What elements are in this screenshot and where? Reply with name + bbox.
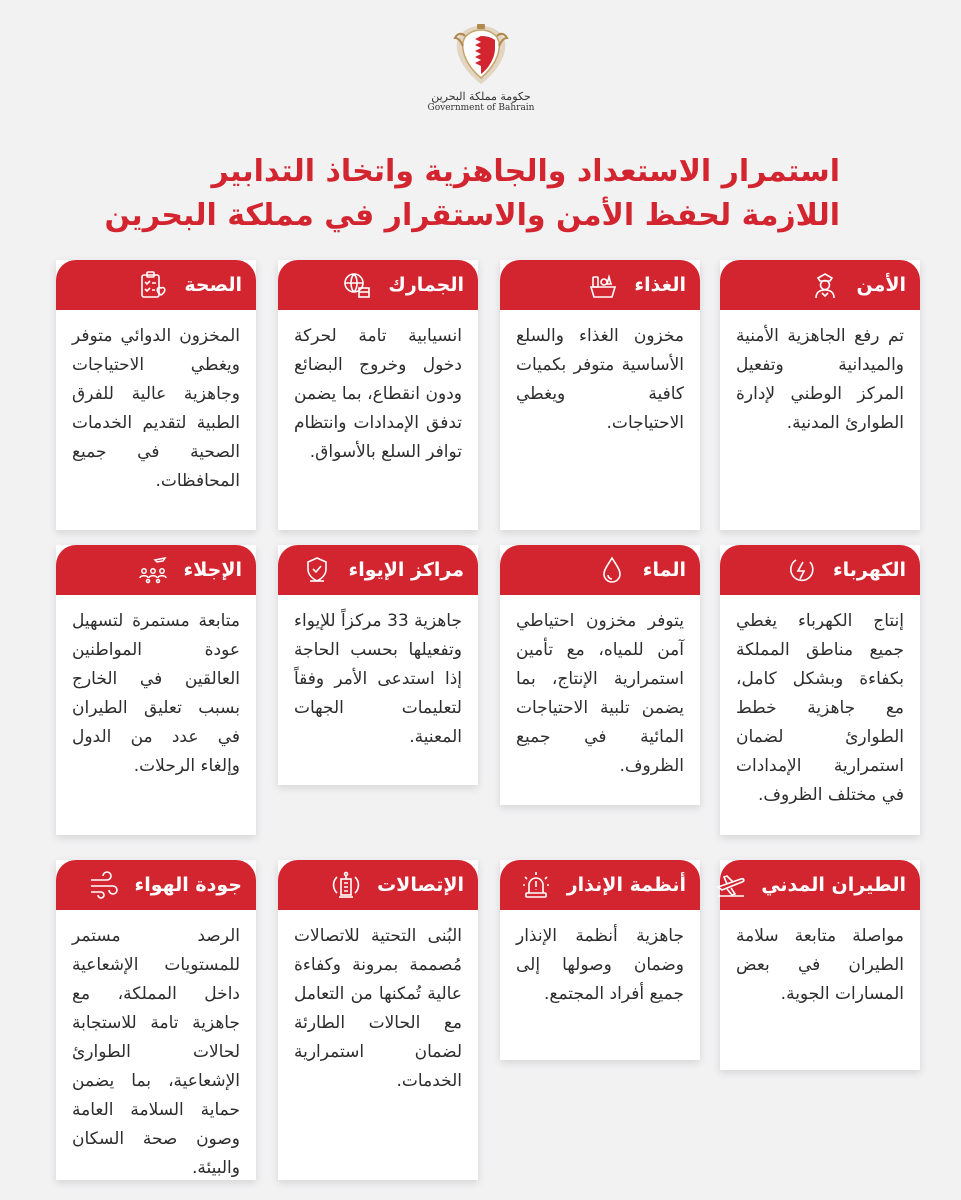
logo-arabic-text: حكومة مملكة البحرين: [431, 90, 531, 103]
wind-icon: [86, 868, 120, 902]
airplane-icon: [715, 868, 747, 902]
guard-icon: [808, 268, 842, 302]
title-line-2: اللازمة لحفظ الأمن والاستقرار في مملكة البحرين: [104, 198, 840, 233]
grocery-icon: [586, 268, 620, 302]
card-text: مخزون الغذاء والسلع الأساسية متوفر بكميات كافية ويغطي الاحتياجات.: [516, 326, 684, 433]
card-text: البُنى التحتية للاتصالات مُصممة بمرونة وكفاءة عالية تُمكنها من التعامل مع الحالات الطارئة لضمان استمرارية الخدمات.: [294, 926, 462, 1091]
card-title: الأمن: [856, 274, 906, 296]
card-header: [278, 260, 478, 310]
card-text: المخزون الدوائي متوفر ويغطي الاحتياجات وجاهزية عالية للفرق الطبية لتقديم الخدمات الصحية في جميع المحافظات.: [72, 326, 240, 491]
card-health: [56, 260, 256, 530]
card-header: [720, 260, 920, 310]
card-customs: [278, 260, 478, 530]
card-header: [720, 860, 920, 910]
card-electricity: [720, 545, 920, 835]
globe-box-icon: [340, 268, 374, 302]
card-title: الماء: [642, 559, 686, 581]
card-title: الإجلاء: [183, 559, 242, 581]
card-shelters: [278, 545, 478, 785]
card-text: يتوفر مخزون احتياطي آمن للمياه، مع تأمين استمرارية الإنتاج، بما يضمن تلبية الاحتياجات المائية في جميع الظروف.: [516, 611, 684, 776]
card-title: مراكز الإيواء: [348, 559, 464, 581]
logo-english-text: Government of Bahrain: [427, 103, 535, 113]
title-line-1: استمرار الاستعداد والجاهزية واتخاذ التدابير: [211, 154, 840, 189]
card-title: الإتصالات: [377, 874, 464, 896]
card-telecom: [278, 860, 478, 1180]
card-text: جاهزية أنظمة الإنذار وضمان وصولها إلى جميع أفراد المجتمع.: [516, 926, 684, 1004]
card-header: [278, 860, 478, 910]
card-text: مواصلة متابعة سلامة الطيران في بعض المسارات الجوية.: [736, 926, 904, 1004]
card-text: تم رفع الجاهزية الأمنية والميدانية وتفعيل المركز الوطني لإدارة الطوارئ المدنية.: [736, 326, 904, 433]
card-food: [500, 260, 700, 530]
card-header: [720, 545, 920, 595]
card-header: [56, 860, 256, 910]
lightning-icon: [785, 553, 819, 587]
people-plane-icon: [136, 553, 170, 587]
card-title: الكهرباء: [832, 559, 906, 581]
card-security: [720, 260, 920, 530]
card-header: [500, 860, 700, 910]
clipboard-heart-icon: [136, 268, 170, 302]
card-text: جاهزية 33 مركزاً للإيواء وتفعيلها بحسب الحاجة إذا استدعى الأمر وفقاً لتعليمات الجهات المعنية.: [294, 611, 462, 747]
card-text: الرصد مستمر للمستويات الإشعاعية داخل المملكة، مع جاهزية تامة للاستجابة لحالات الطوارئ الإشعاعية، بما يضمن حماية السلامة العامة وصون صحة السكان والبيئة.: [72, 926, 240, 1178]
card-title: الجمارك: [388, 274, 464, 296]
card-header: [500, 545, 700, 595]
shield-pin-icon: [300, 553, 334, 587]
card-header: [56, 260, 256, 310]
card-text: انسيابية تامة لحركة دخول وخروج البضائع ودون انقطاع، بما يضمن تدفق الإمدادات وانتظام توافر السلع بالأسواق.: [294, 326, 462, 462]
card-text: إنتاج الكهرباء يغطي جميع مناطق المملكة بكفاءة وبشكل كامل، مع جاهزية خطط الطوارئ لضمان استمرارية الإمدادات في مختلف الظروف.: [736, 611, 904, 805]
card-title: أنظمة الإنذار: [566, 874, 686, 896]
card-text: متابعة مستمرة لتسهيل عودة المواطنين العالقين في الخارج بسبب تعليق الطيران في عدد من الدول وإلغاء الرحلات.: [72, 611, 240, 776]
card-header: [278, 545, 478, 595]
card-title: الغذاء: [634, 274, 686, 296]
card-title: جودة الهواء: [134, 874, 242, 896]
card-title: الطيران المدني: [761, 874, 906, 896]
card-header: [500, 260, 700, 310]
card-air-quality: [56, 860, 256, 1180]
card-title: الصحة: [184, 274, 242, 296]
card-aviation: [720, 860, 920, 1070]
network-building-icon: [329, 868, 363, 902]
siren-icon: [519, 868, 553, 902]
card-evacuation: [56, 545, 256, 835]
card-header: [56, 545, 256, 595]
water-drop-icon: [595, 553, 629, 587]
card-water: [500, 545, 700, 805]
card-alert: [500, 860, 700, 1060]
